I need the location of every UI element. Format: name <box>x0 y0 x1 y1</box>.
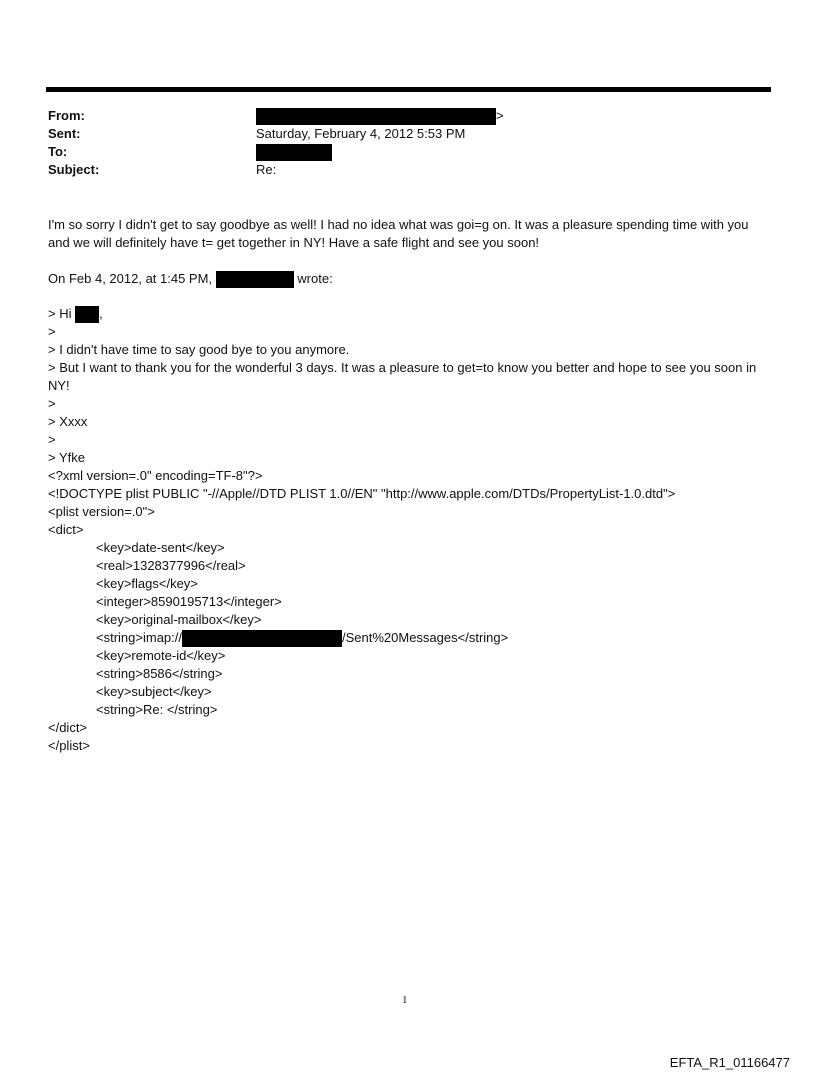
plist-entry: <real>1328377996</real> <box>96 558 246 573</box>
quote-intro-suffix: wrote: <box>297 271 333 286</box>
plist-open: <plist version=.0"> <box>48 504 155 519</box>
message-body <box>48 216 758 252</box>
to-redaction <box>256 144 332 161</box>
name-redaction <box>75 306 99 323</box>
xml-declaration: <?xml version=.0" encoding=TF-8"?> <box>48 468 263 483</box>
sent-value: Saturday, February 4, 2012 5:53 PM <box>256 126 466 141</box>
sender-redaction <box>216 271 294 288</box>
sent-label: Sent: <box>48 126 81 141</box>
to-label: To: <box>48 144 68 159</box>
subject-label: Subject: <box>48 162 100 177</box>
quote-greeting-suffix: , <box>99 306 103 321</box>
quote-blank-line: > <box>48 432 56 447</box>
to-value <box>256 143 332 161</box>
imap-entry <box>48 629 758 647</box>
plist-entry: <string>8586</string> <box>96 666 223 681</box>
quote-line: > But I want to thank you for the wonderful 3 days. It was a pleasure to get=to know you better and hope to see you soon in NY! <box>48 360 757 393</box>
from-label: From: <box>48 108 85 123</box>
quote-intro <box>48 270 758 288</box>
imap-prefix: <string>imap:// <box>96 630 182 645</box>
dict-open: <dict> <box>48 522 84 537</box>
quoted-message <box>48 305 758 755</box>
plist-entry: <key>flags</key> <box>96 576 198 591</box>
subject-value: Re: <box>256 162 277 177</box>
plist-entry: <integer>8590195713</integer> <box>96 594 282 609</box>
quote-line: > Yfke <box>48 450 85 465</box>
dict-close: </dict> <box>48 720 88 735</box>
from-redaction <box>256 108 496 125</box>
quote-line: > I didn't have time to say good bye to you anymore. <box>48 342 350 357</box>
imap-suffix: /Sent%20Messages</string> <box>342 630 509 645</box>
reply-paragraph: I'm so sorry I didn't get to say goodbye as well! I had no idea what was goi=g on. It was a pleasure spending time with you and we will definitely have t= get together in NY! Have a safe flight and see you soon! <box>48 217 749 250</box>
mailbox-redaction <box>182 630 342 647</box>
document-id: EFTA_R1_01166477 <box>669 1055 790 1070</box>
plist-entry: <key>original-mailbox</key> <box>96 612 262 627</box>
quote-greeting-prefix: > Hi <box>48 306 72 321</box>
quote-intro-prefix: On Feb 4, 2012, at 1:45 PM, <box>48 271 213 286</box>
page-number: 1 <box>402 994 408 1006</box>
header-rule <box>46 87 771 92</box>
plist-close: </plist> <box>48 738 90 753</box>
plist-entry: <key>date-sent</key> <box>96 540 225 555</box>
quote-blank-line: > <box>48 324 56 339</box>
plist-entry: <string>Re: </string> <box>96 702 218 717</box>
doctype-line: <!DOCTYPE plist PUBLIC "-//Apple//DTD PLIST 1.0//EN" "http://www.apple.com/DTDs/PropertyList-1.0.dtd"> <box>48 486 676 501</box>
quote-blank-line: > <box>48 396 56 411</box>
plist-entry: <key>subject</key> <box>96 684 212 699</box>
plist-entry: <key>remote-id</key> <box>96 648 226 663</box>
from-suffix: > <box>496 108 504 123</box>
quote-line: > Xxxx <box>48 414 88 429</box>
from-value <box>256 107 504 125</box>
